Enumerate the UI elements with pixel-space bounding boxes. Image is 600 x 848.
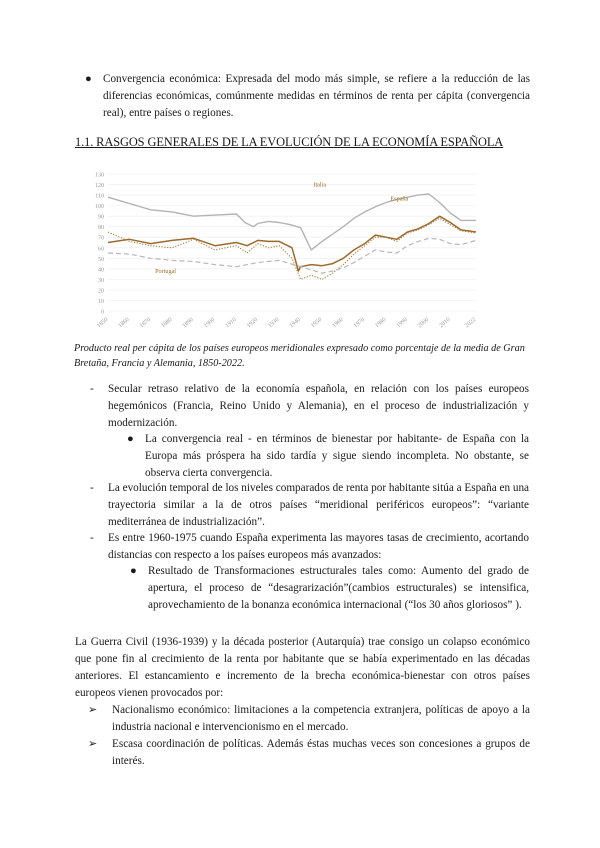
x-tick-label: 1890 — [181, 316, 195, 330]
y-tick-label: 120 — [95, 183, 104, 190]
arrow-bullet-icon: ➢ — [88, 738, 98, 750]
x-tick-label: 2000 — [417, 316, 431, 330]
closing-paragraph: La Guerra Civil (1936-1939) y la década posterior (Autarquía) trae consigo un colapso económico que pone fin al crecimiento de la renta por habitante que se había experimentado en las décadas anteriores. El estancamiento e incremento de la brecha económica-bienestar con otros países europeos vienen provocados por: — [75, 636, 530, 699]
x-tick-label: 2010 — [438, 316, 452, 330]
dash-item — [90, 381, 529, 432]
series-annotation: España — [390, 195, 409, 203]
sub-bullet-text: La convergencia real - en términos de bienestar por habitante- de España con la Europa más próspera ha sido tardía y sigue siendo incompleta. No obstante, se observa cierta convergencia. — [145, 433, 529, 479]
y-tick-label: 60 — [98, 246, 104, 253]
section-heading: 1.1. RASGOS GENERALES DE LA EVOLUCIÓN DE LA ECONOMÍA ESPAÑOLA — [75, 135, 504, 149]
y-tick-label: 110 — [95, 193, 104, 200]
dash-item-text: Secular retraso relativo de la economía española, en relación con los países europeos hegemónicos (Francia, Reino Unido y Alemania), en el proceso de industrialización y modernización. — [108, 383, 529, 429]
x-tick-label: 1910 — [224, 316, 238, 330]
sub-bullet — [127, 431, 529, 482]
y-tick-label: 80 — [98, 225, 104, 232]
y-tick-label: 100 — [95, 204, 104, 211]
y-tick-label: 70 — [98, 235, 104, 242]
dash-item — [90, 530, 529, 564]
figure-caption: Producto real per cápita de los países europeos meridionales expresado como porcentaje de la media de Gran Bretaña, Francia y Alemania, 1850-2022. — [74, 343, 525, 369]
bullet-dot: ● — [130, 565, 137, 577]
y-tick-label: 20 — [98, 288, 104, 295]
dash-item — [90, 480, 529, 531]
y-tick-label: 40 — [98, 267, 104, 274]
x-tick-label: 1870 — [139, 316, 153, 330]
sub-bullet — [130, 563, 529, 614]
x-tick-label: 1930 — [267, 316, 281, 330]
y-tick-label: 0 — [101, 309, 104, 316]
intro-bullet-text: Convergencia económica: Expresada del modo más simple, se refiere a la reducción de las diferencias económicas, comúnmente medidas en términos de renta per cápita (convergencia real), entre países o regiones. — [103, 73, 530, 119]
arrow-bullet-icon: ➢ — [88, 704, 98, 716]
x-tick-label: 1860 — [117, 316, 131, 330]
y-tick-label: 130 — [95, 172, 104, 179]
x-tick-label: 1920 — [246, 316, 260, 330]
dash-item-text: Es entre 1960-1975 cuando España experimenta las mayores tasas de crecimiento, acortando distancias con respecto a los países europeos más avanzados: — [108, 532, 529, 561]
bullet-dot: ● — [85, 73, 92, 85]
x-tick-label: 1970 — [352, 316, 367, 330]
x-tick-label: 1950 — [310, 316, 324, 330]
dash-item-text: La evolución temporal de los niveles comparados de renta por habitante sitúa a España en una trayectoria similar a la de otros países “meridional periféricos europeos”: “variante mediterránea de industrialización”. — [108, 482, 529, 528]
series-annotation: Italia — [313, 181, 327, 189]
chart-figure — [74, 168, 484, 336]
x-tick-label: 1850 — [96, 316, 110, 330]
y-tick-label: 50 — [98, 256, 104, 263]
y-tick-label: 30 — [98, 277, 104, 284]
x-tick-label: 1900 — [203, 316, 217, 330]
series-annotation: Portugal — [155, 268, 177, 276]
arrow-item-text: Nacionalismo económico: limitaciones a la competencia extranjera, políticas de apoyo a la industria nacional e intervencionismo en el mercado. — [112, 704, 530, 733]
arrow-item-text: Escasa coordinación de políticas. Además éstas muchas veces son concesiones a grupos de interés. — [112, 738, 530, 767]
bullet-dot: ● — [127, 433, 134, 445]
x-tick-label: 1990 — [395, 316, 409, 330]
arrow-item — [88, 736, 530, 770]
x-tick-label: 1880 — [160, 316, 174, 330]
dash-mark: - — [90, 482, 94, 494]
y-tick-label: 10 — [98, 298, 104, 305]
y-tick-label: 90 — [98, 214, 104, 221]
x-tick-label: 2022 — [464, 316, 478, 330]
dash-mark: - — [90, 383, 94, 395]
x-tick-label: 1940 — [288, 316, 302, 330]
dash-mark: - — [90, 532, 94, 544]
arrow-item — [88, 702, 530, 736]
sub-bullet-text: Resultado de Transformaciones estructurales tales como: Aumento del grado de apertura, el proceso de “desagrarización”(cambios estructurales) se intensifica, aprovechamiento de la bonanza económica internacional (“los 30 años gloriosos” ). — [148, 565, 529, 611]
intro-bullet — [85, 71, 530, 122]
chart-svg — [74, 168, 484, 336]
x-tick-label: 1980 — [374, 316, 388, 330]
series-line — [108, 216, 476, 271]
x-tick-label: 1960 — [331, 316, 345, 330]
